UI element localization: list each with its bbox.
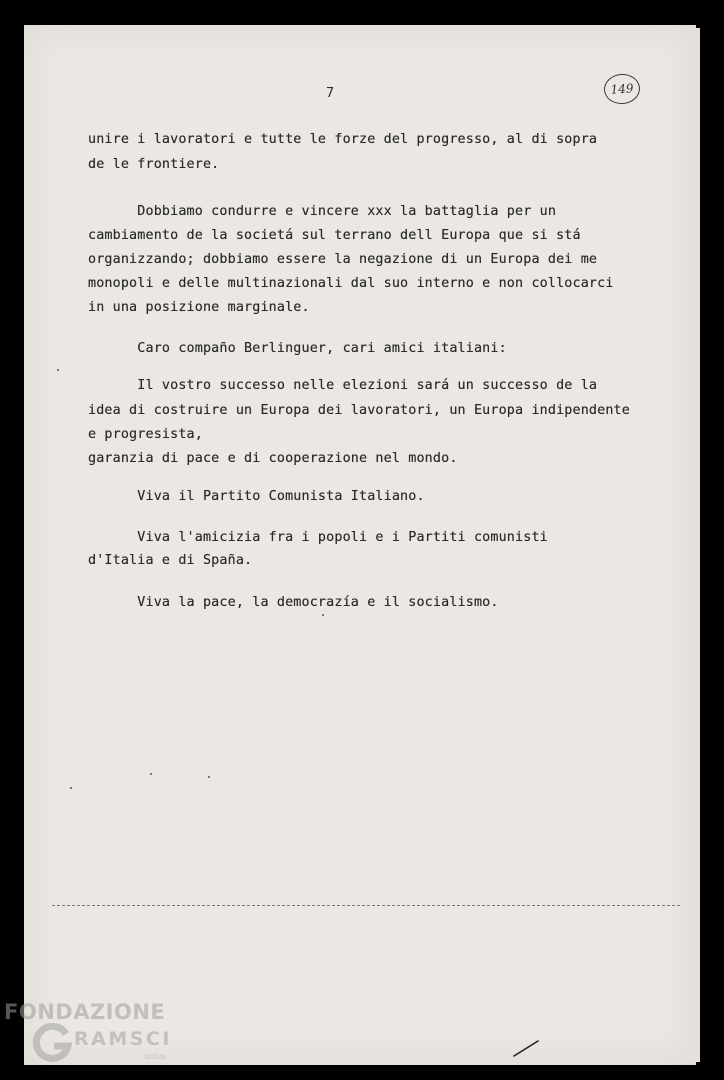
watermark [2, 1000, 182, 1070]
text-line-5: organizzando; dobbiamo essere la negazione di un Europa dei me [88, 252, 598, 267]
text-line-15: d'Italia e di Spaña. [88, 553, 253, 568]
fold-line [52, 905, 680, 907]
text-line-6: monopoli e delle multinazionali dal suo interno e non collocarci [88, 276, 614, 291]
paper-speck [57, 369, 59, 371]
text-line-11: e progresista, [88, 427, 203, 442]
watermark-line2: RAMSCI [74, 1028, 172, 1050]
watermark-suffix: onlus [144, 1052, 166, 1061]
text-line-9: Il vostro successo nelle elezioni sará un successo de la [88, 378, 598, 393]
text-line-7: in una posizione marginale. [88, 300, 310, 315]
paper-speck [150, 773, 152, 775]
pen-mark-icon [512, 1038, 540, 1058]
page-edge [690, 28, 700, 1062]
text-line-3: Dobbiamo condurre e vincere xxx la battaglia per un [88, 204, 557, 219]
text-line-12: garanzia di pace e di cooperazione nel mondo. [88, 451, 458, 466]
text-line-2: de le frontiere. [88, 157, 220, 172]
text-line-4: cambiamento de la societá sul terrano dell Europa que si stá [88, 228, 581, 243]
page-number: 7 [326, 86, 335, 101]
text-line-14: Viva l'amicizia fra i popoli e i Partiti comunisti [88, 530, 548, 545]
folio-number: 149 [610, 81, 634, 97]
watermark-g-icon [32, 1022, 72, 1062]
paper-speck [70, 787, 72, 789]
paper-speck [208, 776, 210, 778]
paper-speck [322, 614, 324, 616]
text-line-8: Caro compaño Berlinguer, cari amici italiani: [88, 341, 507, 356]
watermark-line1: FONDAZIONE [4, 1000, 166, 1024]
text-line-13: Viva il Partito Comunista Italiano. [88, 489, 425, 504]
text-line-16: Viva la pace, la democrazía e il socialismo. [88, 595, 499, 610]
text-line-1: unire i lavoratori e tutte le forze del progresso, al di sopra [88, 132, 598, 147]
text-line-10: idea di costruire un Europa dei lavoratori, un Europa indipendente [88, 403, 630, 418]
